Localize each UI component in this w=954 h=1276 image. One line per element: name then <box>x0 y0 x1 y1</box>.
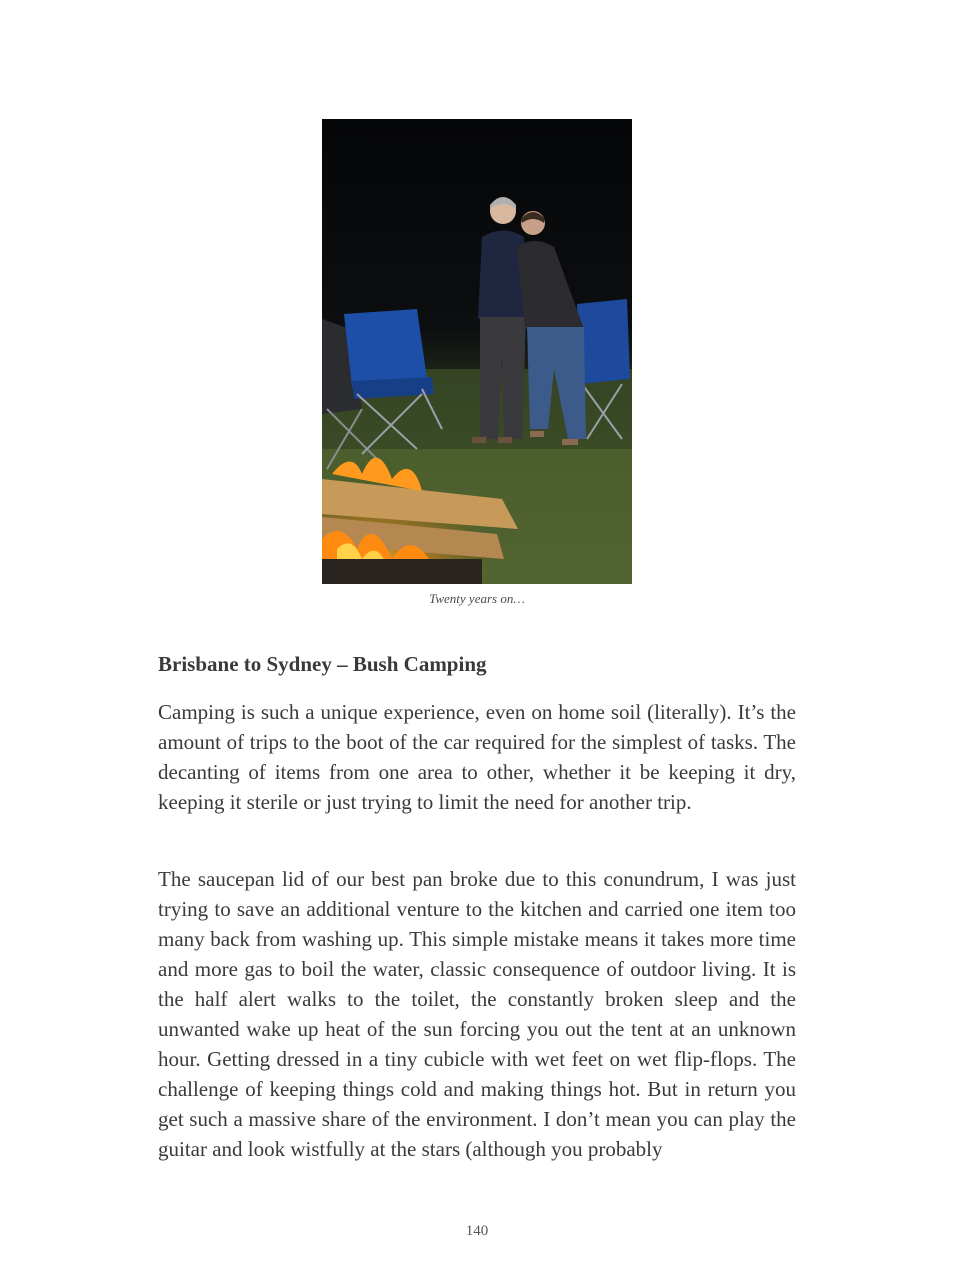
page-number: 140 <box>465 1223 489 1239</box>
section-heading: Brisbane to Sydney – Bush Camping <box>158 652 487 676</box>
paragraph-1: Camping is such a unique experience, even on home soil (literally). It’s the amount of trips to the boot of the car required for the simplest of tasks. The decanting of items from one area to other, whether it be keeping it dry, keeping it sterile or just trying to limit the need for another trip. <box>158 700 796 814</box>
campfire-photo <box>322 119 632 584</box>
photo-caption: Twenty years on… <box>429 591 525 606</box>
campfire-photo-figure <box>322 119 632 584</box>
paragraph-2: The saucepan lid of our best pan broke due to this conundrum, I was just trying to save an additional venture to the kitchen and carried one item too many back from washing up. This simple mistake means it takes more time and more gas to boil the water, classic consequence of outdoor living. It is the half alert walks to the toilet, the constantly broken sleep and the unwanted wake up heat of the sun forcing you out the tent at an unknown hour. Getting dressed in a tiny cubicle with wet feet on wet flip-flops. The challenge of keeping things cold and making things hot. But in return you get such a massive share of the environment. I don’t mean you can play the guitar and look wistfully at the stars (although you probably <box>158 867 796 1161</box>
